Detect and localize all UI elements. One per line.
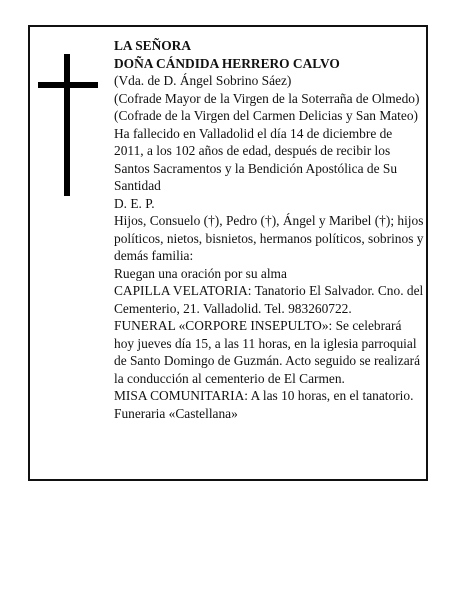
cross-vertical-bar bbox=[64, 54, 70, 196]
prayer-request: Ruegan una oración por su alma bbox=[114, 265, 287, 281]
chapel-info: CAPILLA VELATORIA: Tanatorio El Salvador. Cno. del Cementerio, 21. Valladolid. Tel. 983260722. bbox=[114, 283, 424, 316]
death-announcement: Ha fallecido en Valladolid el día 14 de diciembre de 2011, a los 102 años de edad, después de recibir los Santos Sacramentos y la Bendición Apostólica de Su Santidad bbox=[114, 125, 398, 193]
widow-of: (Vda. de D. Ángel Sobrino Sáez) bbox=[114, 73, 292, 88]
deceased-name: DOÑA CÁNDIDA HERRERO CALVO bbox=[114, 55, 340, 71]
funeral-home: Funeraria «Castellana» bbox=[114, 405, 238, 421]
funeral-info: FUNERAL «CORPORE INSEPULTO»: Se celebrará hoy jueves día 15, a las 11 horas, en la iglesia parroquial de Santo Domingo de Guzmán. Acto seguido se realizará la conducción al cementerio de El Carmen. bbox=[114, 318, 421, 386]
mass-info: MISA COMUNITARIA: A las 10 horas, en el tanatorio. bbox=[114, 388, 414, 403]
notice-heading: LA SEÑORA bbox=[114, 38, 192, 53]
confraternity-carmen: (Cofrade de la Virgen del Carmen Delicias y San Mateo) bbox=[114, 108, 418, 123]
family-list: Hijos, Consuelo (†), Pedro (†), Ángel y Maribel (†); hijos políticos, nietos, bisnietos, hermanos políticos, sobrinos y demás familia: bbox=[114, 213, 424, 263]
obituary-text bbox=[114, 37, 424, 422]
confraternity-soterrana: (Cofrade Mayor de la Virgen de la Soterraña de Olmedo) bbox=[114, 90, 420, 106]
cross-horizontal-bar bbox=[38, 82, 98, 88]
rip-text: D. E. P. bbox=[114, 195, 155, 211]
